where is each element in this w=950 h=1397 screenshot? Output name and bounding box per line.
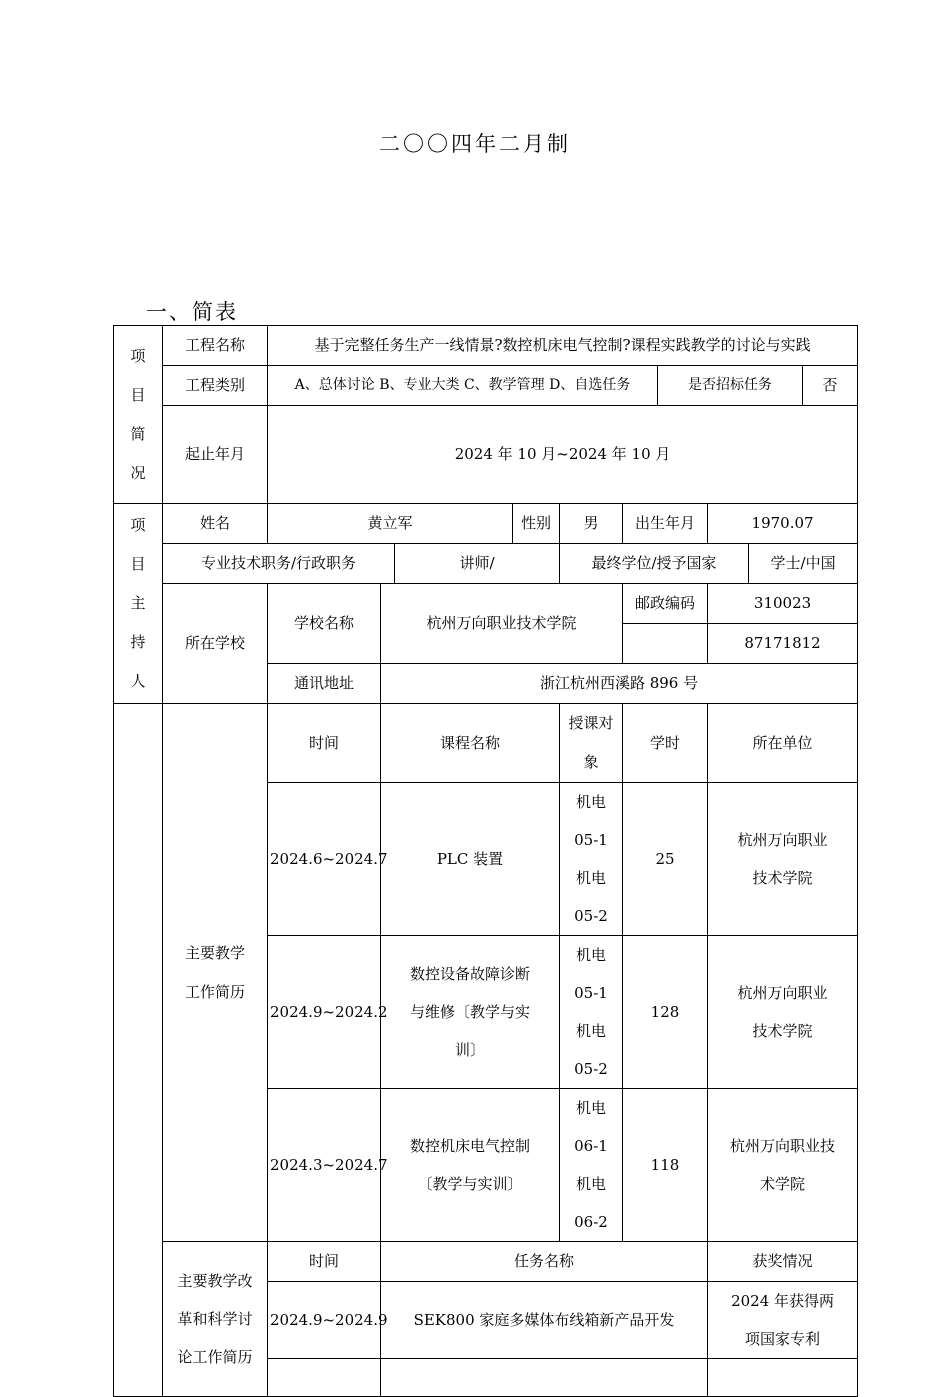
school-name-label: 学校名称: [268, 584, 381, 664]
job-title-value: 讲师/: [395, 544, 560, 584]
host-name-value: 黄立军: [268, 504, 513, 544]
host-name-label: 姓名: [163, 504, 268, 544]
degree-label: 最终学位/授予国家: [560, 544, 749, 584]
teaching-row-course: PLC 装置: [381, 783, 560, 936]
period-label: 起止年月: [163, 406, 268, 504]
research-header-time: 时间: [268, 1242, 381, 1282]
teaching-row-target: 机电 05-1 机电 05-2: [560, 936, 623, 1089]
phone-value: 87171812: [708, 624, 858, 664]
teaching-row-unit: 杭州万向职业 技术学院: [708, 783, 858, 936]
teaching-row-time: 2024.3~2024.7: [268, 1089, 381, 1242]
project-name-label: 工程名称: [163, 326, 268, 366]
research-row-award-empty: [708, 1359, 858, 1397]
teaching-row-target: 机电 06-1 机电 06-2: [560, 1089, 623, 1242]
address-value: 浙江杭州西溪路 896 号: [381, 664, 858, 704]
teaching-row-unit: 杭州万向职业 技术学院: [708, 936, 858, 1089]
host-group-label: 项 目 主 持 人: [114, 504, 163, 704]
project-type-label: 工程类别: [163, 366, 268, 406]
summary-table: [113, 325, 858, 1397]
teaching-row-hours: 118: [623, 1089, 708, 1242]
teaching-row-time: 2024.6~2024.7: [268, 783, 381, 936]
bid-value: 否: [803, 366, 858, 406]
degree-value: 学士/中国: [749, 544, 858, 584]
research-row-task-empty: [381, 1359, 708, 1397]
teaching-group-spacer: [114, 704, 163, 1397]
postcode-value: 310023: [708, 584, 858, 624]
teaching-row-course: 数控机床电气控制 〔教学与实训〕: [381, 1089, 560, 1242]
gender-value: 男: [560, 504, 623, 544]
address-label: 通讯地址: [268, 664, 381, 704]
phone-label: [623, 624, 708, 664]
research-header-task: 任务名称: [381, 1242, 708, 1282]
teaching-label: 主要教学 工作简历: [163, 704, 268, 1242]
research-label: 主要教学改 革和科学讨 论工作简历: [163, 1242, 268, 1397]
research-row-award: 2024 年获得两 项国家专利: [708, 1282, 858, 1359]
teaching-row-time: 2024.9~2024.2: [268, 936, 381, 1089]
research-row-task: SEK800 家庭多媒体布线箱新产品开发: [381, 1282, 708, 1359]
job-title-label: 专业技术职务/行政职务: [163, 544, 395, 584]
date-line: 二〇〇四年二月制: [379, 132, 571, 156]
postcode-label: 邮政编码: [623, 584, 708, 624]
research-row-time-empty: [268, 1359, 381, 1397]
project-type-options: A、总体讨论 B、专业大类 C、教学管理 D、自选任务: [268, 366, 658, 406]
teaching-row-target: 机电 05-1 机电 05-2: [560, 783, 623, 936]
teaching-row-hours: 25: [623, 783, 708, 936]
bid-label: 是否招标任务: [658, 366, 803, 406]
period-value: 2024 年 10 月~2024 年 10 月: [268, 406, 858, 504]
teaching-header-hours: 学时: [623, 704, 708, 783]
birth-label: 出生年月: [623, 504, 708, 544]
teaching-header-unit: 所在单位: [708, 704, 858, 783]
research-header-award: 获奖情况: [708, 1242, 858, 1282]
teaching-row-course: 数控设备故障诊断 与维修〔教学与实 训〕: [381, 936, 560, 1089]
school-label: 所在学校: [163, 584, 268, 704]
teaching-header-course: 课程名称: [381, 704, 560, 783]
teaching-row-hours: 128: [623, 936, 708, 1089]
project-name-value: 基于完整任务生产一线情景?数控机床电气控制?课程实践教学的讨论与实践: [268, 326, 858, 366]
teaching-header-time: 时间: [268, 704, 381, 783]
teaching-header-target: 授课对象: [560, 704, 623, 783]
gender-label: 性别: [513, 504, 560, 544]
school-name-value: 杭州万向职业技术学院: [381, 584, 623, 664]
birth-value: 1970.07: [708, 504, 858, 544]
project-group-label: 项 目 简 况: [114, 326, 163, 504]
teaching-row-unit: 杭州万向职业技 术学院: [708, 1089, 858, 1242]
research-row-time: 2024.9~2024.9: [268, 1282, 381, 1359]
section-title: 一、简表: [146, 300, 238, 324]
